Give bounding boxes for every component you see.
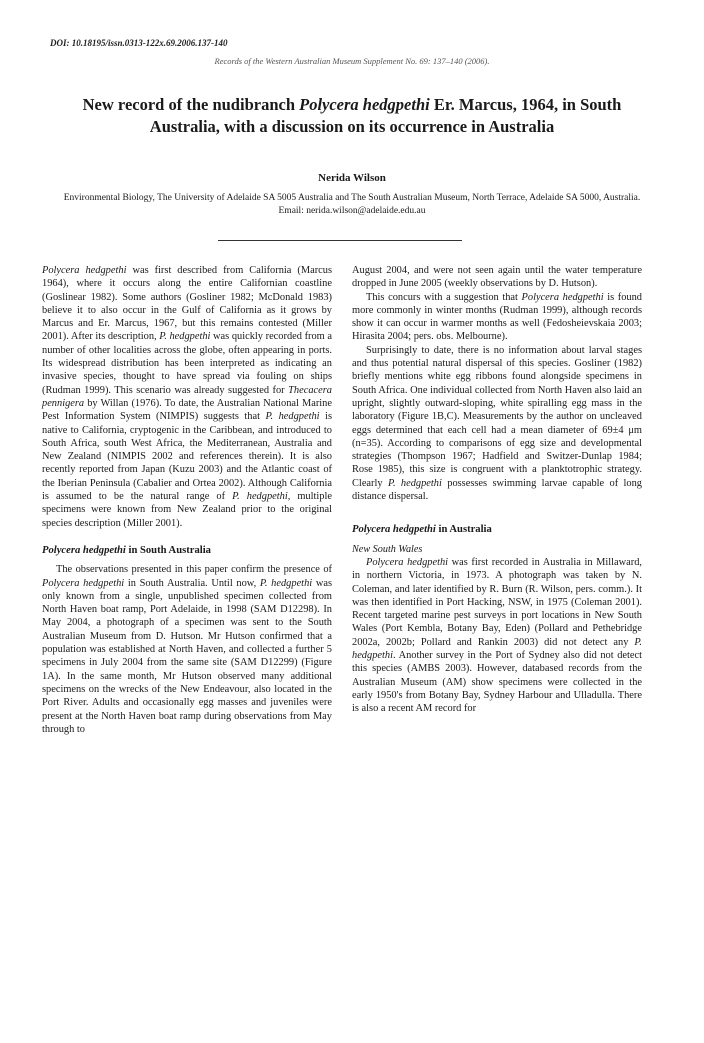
taxon-name: Thecacera pennigera: [42, 384, 332, 409]
taxon-name: Polycera hedgpethi: [352, 524, 436, 536]
text-run: is native to California, cryptogenic in the Caribbean, and introduced to South Africa, south West Africa, the Mediterranean, Australia and New Zealand (NIMPIS 2002 and references therein). It is also recently reported from Japan (Kuzu 2003) and the Atlantic coast of the Iberian Peninsula (Cabalier and Ortea 2002). Although California is assumed to be the natural range of: [42, 411, 332, 503]
title-pre: New record of the nudibranch: [82, 95, 300, 114]
text-run: is found more commonly in winter months (Rudman 1999), although records show it can occur in warmer months as well (Fedosheievskaia 2003; Hirasita 2004; pers. obs. Melbourne).: [352, 291, 643, 343]
taxon-name: P. hedgpethi: [265, 411, 320, 423]
text-run: This concurs with a suggestion that: [366, 291, 522, 303]
text-run: , multiple specimens were known from New Zealand prior to the original species description (Miller 2001).: [42, 491, 332, 529]
body-paragraph: [352, 291, 642, 344]
text-run: in South Australia. Until now,: [124, 577, 260, 589]
text-run: The observations presented in this paper confirm the presence of: [56, 564, 332, 576]
taxon-name: Polycera hedgpethi: [42, 265, 127, 276]
taxon-name: Polycera hedgpethi: [521, 291, 604, 303]
left-column: [42, 264, 332, 736]
section-heading-south-australia: [42, 544, 332, 557]
subheading-new-south-wales: New South Wales: [352, 543, 423, 555]
taxon-name: P. hedgpethi: [387, 477, 442, 489]
text-run: Surprisingly to date, there is no information about larval stages and thus potential natural dispersal of this species. Gosliner (1982) briefly mentions white egg ribbons found alongside specimens in South Africa. One individual collected from North Haven also laid an upright, slightly outward-sloping, white spiralling egg mass in the laboratory (Figure 1B,C). Measurements by the author on uncleaved eggs determined that each cell had a mean diameter of 69±4 μm (n=35). According to comparisons of egg size and developmental strategies (Thompson 1967; Hadfield and Switzer-Dunlap 1984; Rose 1985), this size is congruent with a planktotrophic strategy. Clearly: [352, 344, 642, 489]
title-divider: [218, 240, 462, 241]
body-paragraph: August 2004, and were not seen again until the water temperature dropped in June 2005 (weekly observations by D. Hutson).: [352, 265, 642, 290]
body-paragraph: [352, 344, 642, 504]
taxon-name: P. hedgpethi: [159, 331, 211, 343]
title-taxon: Polycera hedgpethi: [299, 95, 430, 114]
heading-text: in Australia: [435, 524, 492, 536]
taxon-name: P. hedgpethi: [352, 636, 642, 662]
text-run: possesses swimming larvae capable of long distance dispersal.: [352, 477, 642, 503]
body-paragraph: [352, 556, 642, 716]
text-run: was first described from California (Marcus 1964), where it occurs along the entire Californian coastline (Goslinear 1982). Some authors (Gosliner 1982; McDonald 1983) believe it to also occur in the Gulf of California as it grows by Marcus and Er. Marcus, 1967, but this remains contested (Miller 2001). After its description,: [42, 265, 332, 343]
text-run: by Willan (1976). To date, the Australian National Marine Pest Information System (NIMPIS) suggests that: [42, 397, 332, 423]
text-run: was first recorded in Australia in Millaward, in northern Victoria, in 1973. A photograph was taken by N. Coleman, and later identified by R. Burn (R. Wilson, pers. comm.). It was then identified in Port Hacking, NSW, in 1975 (Coleman 2001). Recent targeted marine pest surveys in port locations in New South Wales (Port Kembla, Botany Bay, Eden) (Pollard and Pethebridge 2002a, 2002b; Pollard and Rankin 2003) did not detect any: [352, 556, 643, 648]
article-title: [60, 94, 644, 138]
text-run: . Another survey in the Port of Sydney also did not detect this species (AMBS 2003). However, databased records from the Australian Museum (AM) show specimens were collected in the early 1950's from Botany Bay, Sydney Harbour and Ulladulla. There is also a recent AM record for: [352, 650, 642, 715]
text-run: was only known from a single, unpublished specimen collected from North Haven boat ramp, Port Adelaide, in 1998 (SAM D12298). In May 2004, a photograph of a specimen was sent to the South Australian Museum from D. Hutson. Mr Hutson confirmed that a population was established at North Haven, and collected a further 5 specimens in July 2004 from the same site (SAM D12299) (Figure 1A). In the same month, Mr Hutson observed many additional specimens on the wrecks of the New Endeavour, also located in the Port River. Adults and occasionally egg masses and juveniles were present at the North Haven boat ramp during observations from May through to: [42, 577, 332, 735]
section-heading-australia: [352, 523, 642, 536]
body-paragraph: [42, 563, 332, 736]
doi-line: DOI: 10.18195/issn.0313-122x.69.2006.137-140: [50, 38, 228, 48]
heading-text: in South Australia: [125, 544, 211, 556]
author-affiliation: Environmental Biology, The University of Adelaide SA 5005 Australia and The South Australian Museum, North Terrace, Adelaide SA 5000, Australia. Email: nerida.wilson@adelaide.edu.au: [63, 193, 641, 216]
taxon-name: Polycera hedgpethi: [42, 577, 125, 589]
right-column: [352, 264, 642, 716]
taxon-name: P. hedgpethi: [259, 577, 313, 589]
author-name: Nerida Wilson: [318, 172, 386, 184]
taxon-name: P. hedgpethi: [232, 491, 288, 503]
intro-paragraph: [42, 264, 332, 530]
running-head: Records of the Western Australian Museum Supplement No. 69: 137–140 (2006).: [214, 56, 490, 66]
title-post: Er. Marcus, 1964, in South Australia, with a discussion on its occurrence in Australia: [149, 95, 622, 136]
text-run: was quickly recorded from a number of other localities across the globe, often appearing in ports. Its widespread distribution has been interpreted as indicating an invasive species, thought to have spread via fouling on ships (Rudman 1999). This scenario was already suggested for: [42, 331, 332, 396]
taxon-name: Polycera hedgpethi: [42, 544, 126, 556]
taxon-name: Polycera hedgpethi: [366, 556, 449, 568]
